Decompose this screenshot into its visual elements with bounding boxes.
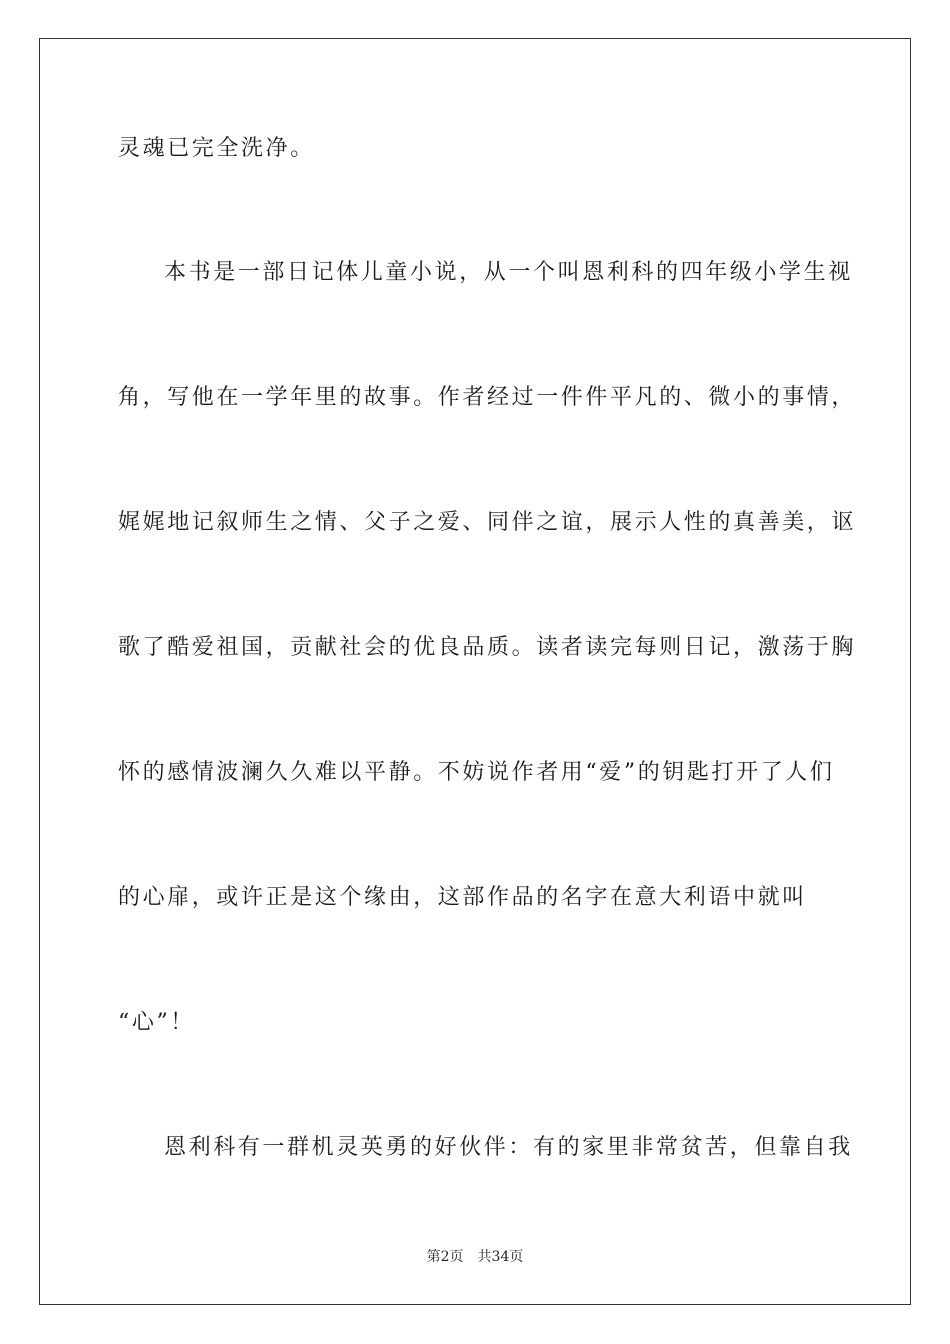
text-line-6: 怀的感情波澜久久难以平静。不妨说作者用“爱”的钥匙打开了人们: [118, 760, 835, 785]
text-line-8: “心”！: [118, 1010, 195, 1035]
page-total: 共34页: [477, 1249, 524, 1265]
page-footer: [0, 1248, 950, 1266]
text-line-2: 本书是一部日记体儿童小说，从一个叫恩利科的四年级小学生视: [164, 260, 853, 285]
text-line-1: 灵魂已完全洗净。: [118, 136, 315, 161]
text-line-4: 娓娓地记叙师生之情、父子之爱、同伴之谊，展示人性的真善美，讴: [118, 510, 857, 535]
text-line-9: 恩利科有一群机灵英勇的好伙伴：有的家里非常贫苦，但靠自我: [164, 1135, 853, 1160]
page-number: 第2页: [426, 1249, 464, 1265]
page-frame: [39, 38, 911, 1305]
text-line-7: 的心扉，或许正是这个缘由，这部作品的名字在意大利语中就叫: [118, 885, 807, 910]
text-line-5: 歌了酷爱祖国，贡献社会的优良品质。读者读完每则日记，激荡于胸: [118, 635, 857, 660]
text-line-3: 角，写他在一学年里的故事。作者经过一件件平凡的、微小的事情，: [118, 385, 857, 410]
